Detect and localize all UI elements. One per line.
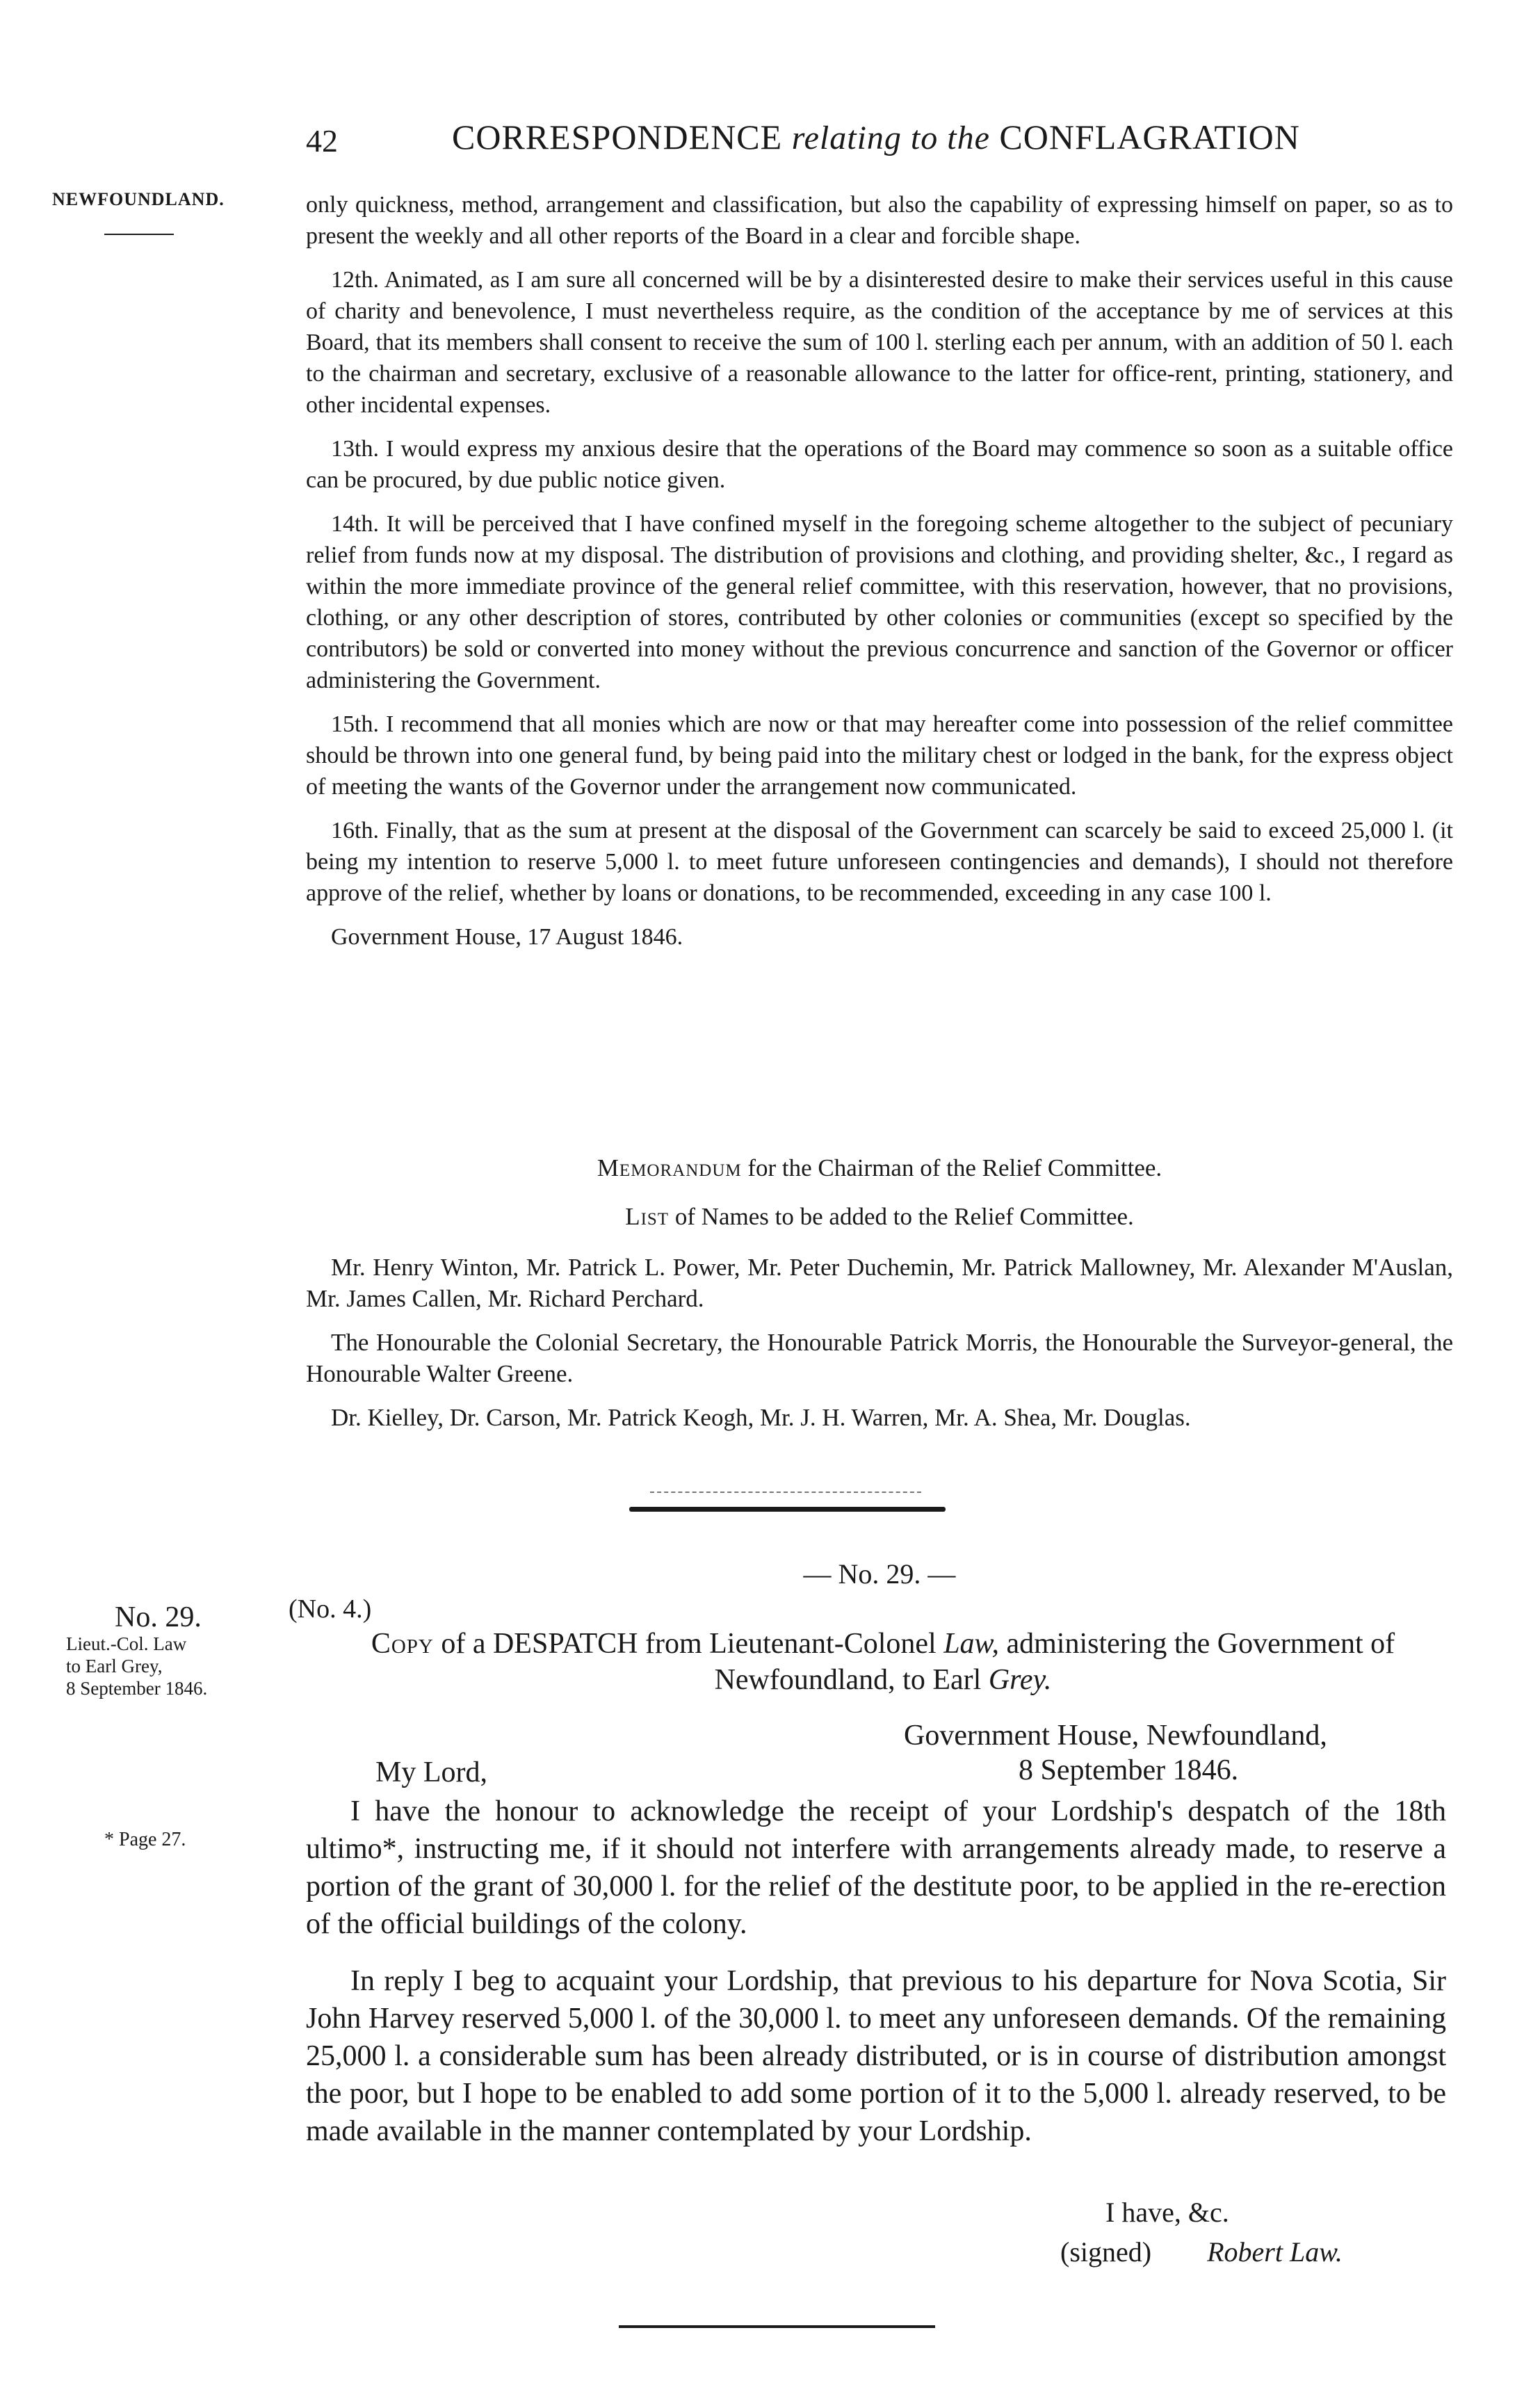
- despatch-body: [306, 1793, 1446, 2169]
- report-body: [306, 189, 1453, 965]
- page-number: 42: [306, 123, 338, 159]
- margin-despatch-date: 8 September 1846.: [66, 1678, 208, 1699]
- end-rule: [619, 2325, 935, 2328]
- despatch-paragraph-1: I have the honour to acknowledge the receipt of your Lordship's despatch of the 18th ultimo*, instructing me, if it should not interfere with arrangements already made, to reserve a portion of the grant of 30,000 l. for the relief of the destitute poor, to be applied in the re-erection of the official buildings of the colony.: [306, 1795, 1446, 1940]
- names-group-1: Mr. Henry Winton, Mr. Patrick L. Power, Mr. Peter Duchemin, Mr. Patrick Mallowney, Mr. Alexander M'Auslan, Mr. James Callen, Mr. Richard Perchard.: [306, 1254, 1453, 1312]
- paragraph-14th: 14th. It will be perceived that I have confined myself in the foregoing scheme altogether to the subject of pecuniary relief from funds now at my disposal. The distribution of provisions and clothing, and providing shelter, &c., I regard as within the more immediate province of the general relief committee, with this reservation, however, that no provisions, clothing, or any other description of stores, contributed by other colonies or communities (except so specified by the contributors) be sold or converted into money without the previous concurrence and sanction of the Governor or officer administering the Government.: [306, 511, 1453, 693]
- paragraph-continuation: only quickness, method, arrangement and classification, but also the capability of expressing himself on paper, so as to present the weekly and all other reports of the Board in a clear and forcible shape.: [306, 192, 1453, 249]
- memo-title: [306, 1154, 1453, 1182]
- paragraph-15th: 15th. I recommend that all monies which are now or that may hereafter come into possession of the relief committee should be thrown into one general fund, by being paid into the military chest or lodged in the bank, for the express object of meeting the wants of the Governor under the arrangement now communicated.: [306, 711, 1453, 800]
- dateline: Government House, 17 August 1846.: [331, 924, 683, 950]
- margin-country-label: NEWFOUNDLAND.: [52, 189, 225, 209]
- paragraph-12th: 12th. Animated, as I am sure all concerned will be by a disinterested desire to make their services useful in this cause of charity and benevolence, I must nevertheless require, as the condition of the acceptance by me of services at this Board, that its members shall consent to receive the sum of 100 l. sterling each per annum, with an addition of 50 l. each to the chairman and secretary, exclusive of a reasonable allowance to the latter for office-rent, printing, stationery, and other incidental expenses.: [306, 267, 1453, 418]
- despatch-title-b: administering the Government of Newfoundland, to Earl: [714, 1628, 1395, 1696]
- despatch-title-law: Law,: [943, 1628, 999, 1660]
- memo-title-lead: Memorandum: [597, 1154, 742, 1181]
- margin-page-ref: * Page 27.: [104, 1829, 186, 1850]
- page-header: [278, 117, 1474, 165]
- running-title: [452, 117, 1300, 157]
- despatch-place: Government House, Newfoundland,: [904, 1720, 1327, 1752]
- margin-despatch-to: to Earl Grey,: [66, 1656, 163, 1676]
- despatch-title-a: of a DESPATCH from Lieutenant-Colonel: [441, 1628, 937, 1660]
- signatory-name: Robert Law.: [1207, 2236, 1343, 2268]
- margin-despatch-no: No. 29.: [115, 1601, 202, 1633]
- names-group-3: Dr. Kielley, Dr. Carson, Mr. Patrick Keogh, Mr. J. H. Warren, Mr. A. Shea, Mr. Douglas.: [331, 1404, 1191, 1431]
- despatch-copy-lead: Copy: [371, 1628, 434, 1660]
- signed-label: (signed): [1060, 2236, 1152, 2268]
- margin-dash: [104, 234, 174, 235]
- paragraph-13th: 13th. I would express my anxious desire that the operations of the Board may commence so soon as a suitable office can be procured, by due public notice given.: [306, 436, 1453, 493]
- despatch-signature-line: [1060, 2236, 1343, 2268]
- paragraph-16th: 16th. Finally, that as the sum at present at the disposal of the Government can scarcely be said to exceed 25,000 l. (it being my intention to reserve 5,000 l. to meet future unforeseen contingencies and demands), I should not therefore approve of the relief, whether by loans or donations, to be recommended, exceeding in any case 100 l.: [306, 818, 1453, 906]
- margin-despatch-note: [66, 1601, 302, 1699]
- memo-list-title: [306, 1203, 1453, 1231]
- despatch-salutation: My Lord,: [375, 1756, 487, 1788]
- despatch-number: — No. 29. —: [803, 1558, 956, 1590]
- running-title-part2: CONFLAGRATION: [999, 118, 1300, 156]
- despatch-title: [334, 1626, 1432, 1698]
- memo-title-rest: for the Chairman of the Relief Committee.: [747, 1154, 1162, 1181]
- separator-ornament: [650, 1492, 921, 1493]
- running-title-italic: relating to the: [791, 120, 990, 156]
- separator-rule: [629, 1507, 946, 1512]
- memo-names: [306, 1252, 1453, 1446]
- margin-despatch-from: Lieut.-Col. Law: [66, 1633, 187, 1654]
- running-title-part1: CORRESPONDENCE: [452, 118, 783, 156]
- memo-list-lead: List: [625, 1203, 670, 1230]
- despatch-title-grey: Grey.: [988, 1664, 1052, 1696]
- despatch-sub-number: (No. 4.): [289, 1594, 372, 1624]
- memo-list-rest: of Names to be added to the Relief Committee.: [674, 1203, 1134, 1230]
- names-group-2: The Honourable the Colonial Secretary, the Honourable Patrick Morris, the Honourable the Surveyor-general, the Honourable Walter Greene.: [306, 1329, 1453, 1387]
- despatch-closing: I have, &c.: [1105, 2197, 1229, 2228]
- despatch-paragraph-2: In reply I beg to acquaint your Lordship, that previous to his departure for Nova Scotia, Sir John Harvey reserved 5,000 l. of the 30,000 l. to meet any unforeseen demands. Of the remaining 25,000 l. a considerable sum has been already distributed, or is in course of distribution amongst the poor, but I hope to be enabled to add some portion of it to the 5,000 l. already reserved, to be made available in the manner contemplated by your Lordship.: [306, 1965, 1446, 2147]
- despatch-date: 8 September 1846.: [1019, 1754, 1239, 1786]
